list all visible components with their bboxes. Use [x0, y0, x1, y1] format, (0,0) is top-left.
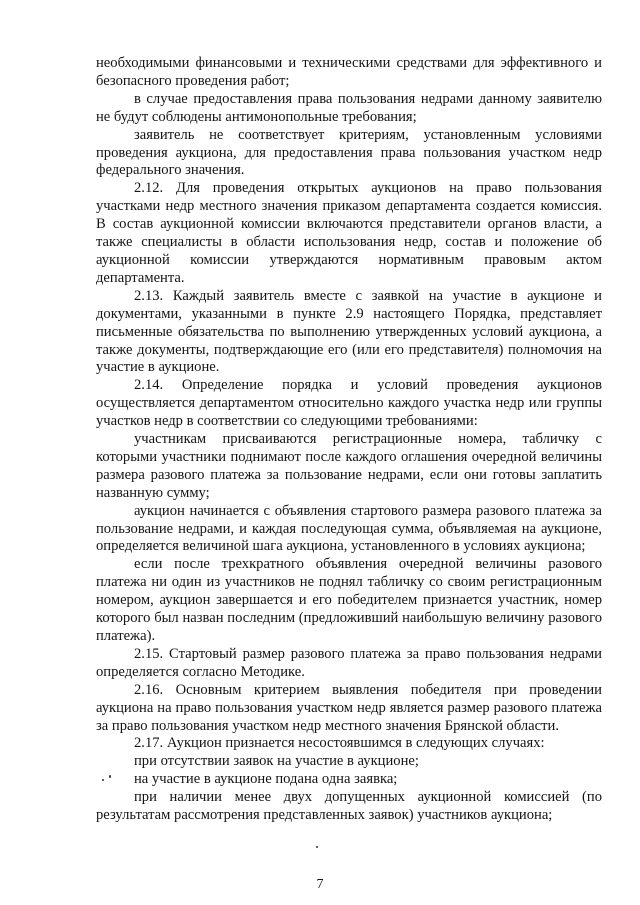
paragraph-continuation: необходимыми финансовыми и техническими средствами для эффективного и безопасного проведения работ; [96, 55, 602, 89]
paragraph-registration-numbers: участникам присваиваются регистрационные номера, табличку с которыми участники поднимают после каждого оглашения очередной величины размера разового платежа за пользование недрами, если они готовы заплатить названную сумму; [96, 431, 602, 501]
paragraph-2-14: 2.14. Определение порядка и условий проведения аукционов осуществляется департаментом относительно каждого участка недр или группы участков недр в соответствии со следующими требованиями: [96, 377, 602, 430]
scan-speck [316, 846, 318, 848]
paragraph-2-12: 2.12. Для проведения открытых аукционов на право пользования участками недр местного значения приказом департамента создается комиссия. В состав аукционной комиссии включаются представители органов власти, а также специалисты в области использования недр, состав и положение об аукционной комиссии утверждаются нормативным правовым актом департамента. [96, 180, 602, 286]
page-number: 7 [316, 877, 324, 892]
list-item-fewer-than-two: при наличии менее двух допущенных аукционной комиссией (по результатам рассмотрения представленных заявок) участников аукциона; [96, 789, 602, 824]
paragraph-2-16: 2.16. Основным критерием выявления победителя при проведении аукциона на право пользования участком недр является размер разового платежа за право пользования участком недр местного значения Брянской области. [96, 681, 602, 734]
paragraph-2-17: 2.17. Аукцион признается несостоявшимся в следующих случаях: [134, 735, 545, 752]
scan-speck [109, 775, 111, 778]
document-body [96, 55, 602, 825]
list-item-no-applications: при отсутствии заявок на участие в аукционе; [134, 753, 419, 770]
paragraph-auction-start: аукцион начинается с объявления стартового размера разового платежа за пользование недрами, и каждая последующая сумма, объявляемая на аукционе, определяется величиной шага аукциона, установленного в условиях аукциона; [96, 502, 602, 555]
list-item-one-application: на участие в аукционе подана одна заявка; [134, 771, 398, 788]
paragraph-2-13: 2.13. Каждый заявитель вместе с заявкой на участие в аукционе и документами, указанными в пункте 2.9 настоящего Порядка, представляет письменные обязательства по выполнению утвержденных условий аукциона, а также документы, подтверждающие его (или его представителя) полномочия на участие в аукционе. [96, 287, 602, 376]
paragraph-criteria: заявитель не соответствует критериям, установленным условиями проведения аукциона, для предоставления права пользования участком недр федерального значения. [96, 126, 602, 179]
paragraph-auction-end: если после трехкратного объявления очередной величины разового платежа ни один из участников не поднял табличку со своим регистрационным номером, аукцион завершается и его победителем признается участник, номер которого был назван последним (предложивший наибольшую величину разового платежа). [96, 556, 602, 644]
scan-speck [102, 779, 104, 781]
paragraph-antimonopoly: в случае предоставления права пользования недрами данному заявителю не будут соблюдены антимонопольные требования; [96, 90, 602, 125]
paragraph-2-15: 2.15. Стартовый размер разового платежа за право пользования недрами определяется согласно Методике. [96, 645, 602, 680]
